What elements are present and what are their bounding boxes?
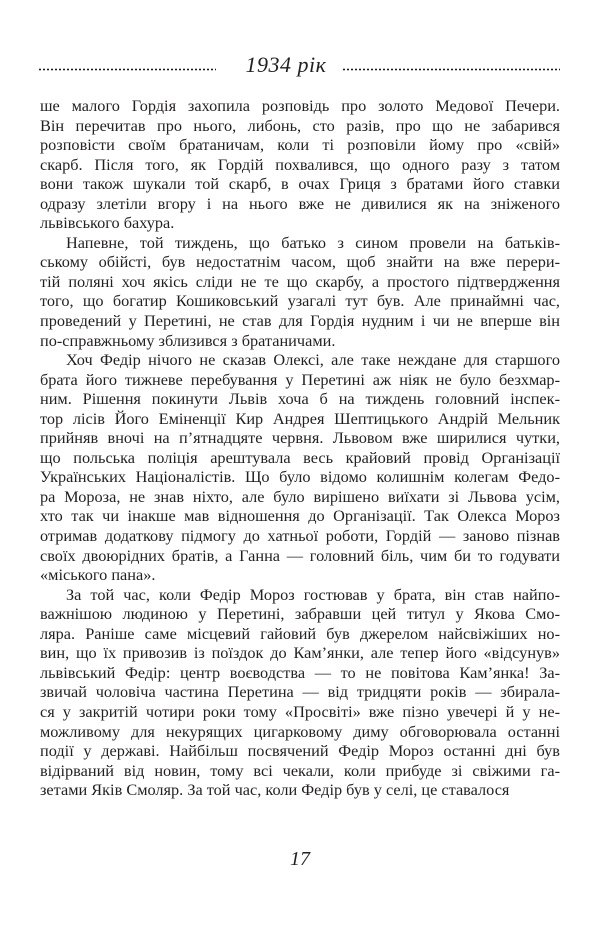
text-line: одразу злетіли вгору і на нього вже не дивилися як на зніженого — [40, 193, 560, 213]
paragraph — [40, 96, 560, 233]
text-line: важнішою людиною у Перетині, забравши цей титул у Якова Смо- — [40, 604, 560, 624]
text-line: отримав додаткову підмогу до хатньої роботи, Гордій — заново пізнав — [40, 526, 560, 546]
text-line: львівського бахура. — [40, 213, 175, 233]
text-line: Українських Націоналістів. Що було відомо колишнім колегам Федо- — [40, 467, 560, 487]
text-line: «міського пана». — [40, 565, 156, 585]
text-line: тор лісів Його Еміненції Кир Андрея Шептицького Андрій Мельник — [40, 408, 560, 428]
text-line: прийняв вночі на п’ятнадцяте червня. Львовом вже ширилися чутки, — [40, 428, 560, 448]
text-line: вин, що їх привозив із поїздок до Кам’янки, але тепер його «відсунув» — [40, 643, 560, 663]
running-header — [38, 52, 562, 82]
running-title: 1934 рік — [245, 52, 327, 77]
paragraph — [40, 585, 560, 800]
text-line: розповісти своїм братаничам, коли ті розповіли йому про «свій» — [40, 135, 560, 155]
text-line: ним. Рішення покинути Львів хоча б на тиждень головний інспек- — [40, 389, 560, 409]
text-line: За той час, коли Федір Мороз гостював у брата, він став найпо- — [66, 584, 560, 604]
text-line: ляра. Раніше саме місцевий гайовий був джерелом найсвіжіших но- — [40, 623, 560, 643]
dotted-leader-left — [38, 68, 216, 71]
text-line: відірваний від новин, тому всі чекали, коли прибуде зі свіжими га- — [40, 760, 560, 780]
text-line: можливому для некурящих цигарковому диму обговорювала останні — [40, 721, 560, 741]
dotted-leader-right — [342, 68, 560, 71]
text-line: того, що богатир Кошиковський узагалі тут був. Але принаймні час, — [40, 291, 560, 311]
paragraph — [40, 233, 560, 350]
text-line: проведений у Перетині, не став для Гордія нудним і чи не вперше він — [40, 311, 560, 331]
body-text — [40, 96, 560, 800]
text-line: тій поляні хоч якісь сліди не те що скарбу, а простого підтвердження — [40, 271, 560, 291]
text-line: що польська поліція арештувала весь крайовий провід Організації — [40, 447, 560, 467]
text-line: брата його тижневе перебування у Перетині аж ніяк не було безхмар- — [40, 369, 560, 389]
paragraph — [40, 350, 560, 585]
text-line: хто так чи інакше мав відношення до Організації. Так Олекса Мороз — [40, 506, 560, 526]
text-line: ше малого Гордія захопила розповідь про золото Медової Печери. — [40, 96, 560, 115]
text-line: події у державі. Найбільш посвячений Федір Мороз останні дні був — [40, 741, 560, 761]
text-line: скарб. Після того, як Гордій похвалився, що одного разу з татом — [40, 154, 560, 174]
text-line: ра Мороза, не знав ніхто, але було вирішено виїхати зі Львова усім, — [40, 486, 560, 506]
text-line: звичай чоловіча частина Перетина — від тридцяти років — збирала- — [40, 682, 560, 702]
text-line: своїх двоюрідних братів, а Ганна — головний біль, чим би то годувати — [40, 545, 560, 565]
text-line: по-справжньому зблизився з братаничами. — [40, 330, 336, 350]
text-line: Він перечитав про нього, либонь, сто разів, про що не забарився — [40, 115, 560, 135]
text-line: Напевне, той тиждень, що батько з сином провели на батьків- — [66, 232, 560, 252]
text-line: вони також шукали той скарб, в очах Гриця з братами його ставки — [40, 174, 560, 194]
page-number: 17 — [290, 848, 310, 870]
text-line: Хоч Федір нічого не сказав Олексі, але таке неждане для старшого — [66, 350, 560, 370]
text-line: ся у закритій чотири роки тому «Просвіті» вже пізно увечері й у не- — [40, 701, 560, 721]
text-line: ському обійсті, був недостатнім часом, щоб знайти на вже перери- — [40, 252, 560, 272]
text-line: львівський Федір: центр воєводства — то не повітова Кам’янка! За- — [40, 662, 560, 682]
text-line: зетами Яків Смоляр. За той час, коли Федір був у селі, це ставалося — [40, 780, 510, 800]
